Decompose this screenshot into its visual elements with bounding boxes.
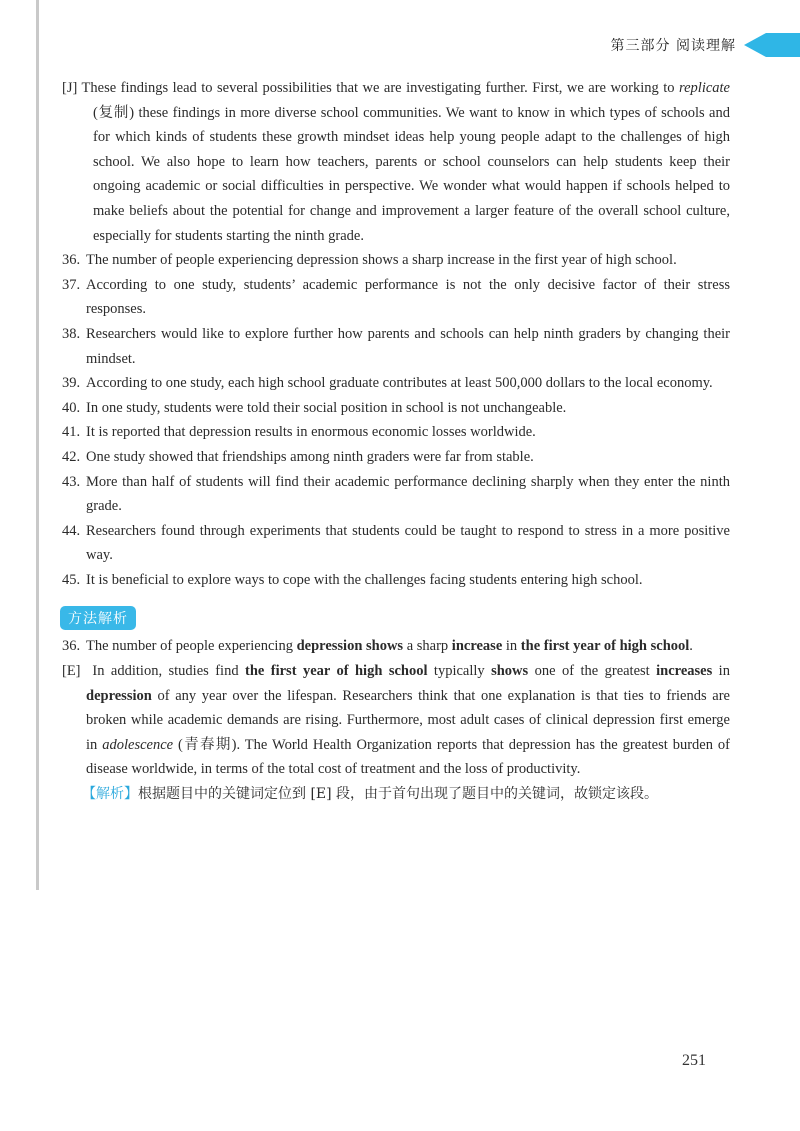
paragraph-text: (复制) these findings in more diverse school communities. We want to know in which types of schools and for which kinds of students these growth mindset ideas help young people adapt to the challenges of high school. We also hope to learn how teachers, parents or school counselors can help students keep their ongoing academic or social difficulties in perspective. We wonder what would happen if schools helped to make beliefs about the potential for change and improvement a larger feature of the overall school culture, especially for students starting the ninth grade. [93, 104, 730, 244]
paragraph-label: [J] [62, 80, 78, 96]
question-item [62, 371, 730, 396]
keyword: depression [86, 687, 152, 704]
paragraph-text: of any year over the lifespan. Researchers think that one explanation is that ties to friends are broken while academic demands are rising. Furthermore, most adult cases of clinical depression first emerge in [86, 687, 730, 753]
method-question-36 [62, 634, 730, 659]
question-item [62, 470, 730, 519]
question-number: 41. [62, 424, 81, 441]
method-paragraph-e [62, 659, 730, 782]
question-item [62, 519, 730, 568]
question-text: The number of people experiencing [86, 638, 297, 655]
question-item [62, 322, 730, 371]
question-text: Researchers found through experiments that students could be taught to respond to stress in a more positive way. [86, 522, 730, 564]
question-item [62, 445, 730, 470]
keyword: increase [451, 638, 503, 655]
question-text: The number of people experiencing depression shows a sharp increase in the first year of high school. [86, 252, 677, 269]
question-text: It is beneficial to explore ways to cope with the challenges facing students entering high school. [86, 571, 643, 588]
question-item [62, 248, 730, 273]
method-analysis-tag: 方法解析 [60, 606, 136, 630]
page-content [62, 76, 730, 807]
keyword: the first year of high school [245, 663, 428, 680]
question-number: 45. [62, 571, 81, 588]
passage-paragraph-j [62, 76, 730, 248]
question-text: More than half of students will find their academic performance declining sharply when they enter the ninth grade. [86, 473, 730, 515]
margin-line [36, 0, 39, 890]
question-text: According to one study, students’ academic performance is not the only decisive factor of their stress responses. [86, 276, 730, 318]
question-text: . [689, 638, 693, 655]
paragraph-text: typically [427, 663, 492, 680]
question-text: It is reported that depression results in enormous economic losses worldwide. [86, 424, 536, 441]
italic-term: replicate [679, 80, 730, 96]
keyword: shows [491, 663, 529, 680]
italic-term: adolescence [102, 736, 174, 753]
question-text: Researchers would like to explore further how parents and schools can help ninth graders by changing their mindset. [86, 325, 730, 367]
keyword: increases [656, 663, 713, 680]
paragraph-text: In addition, studies find [86, 663, 245, 680]
paragraph-text: These findings lead to several possibilities that we are investigating further. First, we are working to [77, 80, 679, 96]
question-text: In one study, students were told their social position in school is not unchangeable. [86, 399, 567, 416]
question-number: 44. [62, 522, 81, 539]
question-item [62, 273, 730, 322]
question-number: 43. [62, 473, 81, 490]
question-number: 37. [62, 276, 81, 293]
analysis-tag: 【解析】 [82, 786, 138, 803]
analysis-note [60, 782, 730, 807]
paragraph-text: (青春期). The World Health Organization reports that depression has the greatest burden of disease worldwide, in terms of the total cost of treatment and the loss of productivity. [86, 736, 730, 778]
question-number: 40. [62, 399, 81, 416]
question-number: 38. [62, 325, 81, 342]
section-header [611, 30, 800, 60]
header-tab [766, 33, 800, 57]
question-number: 42. [62, 448, 81, 465]
question-item [62, 396, 730, 421]
question-text: According to one study, each high school graduate contributes at least 500,000 dollars to the local economy. [86, 375, 713, 392]
page-number: 251 [682, 1052, 706, 1069]
paragraph-text: one of the greatest [528, 663, 657, 680]
section-title: 第三部分 阅读理解 [610, 38, 736, 54]
question-text: One study showed that friendships among ninth graders were far from stable. [86, 448, 534, 465]
question-number: 36. [62, 252, 81, 269]
question-number: 36. [62, 638, 81, 655]
question-item [62, 568, 730, 593]
paragraph-text: in [712, 663, 730, 680]
keyword: the first year of high school [520, 638, 690, 655]
analysis-text: 根据题目中的关键词定位到 [E] 段，由于首句出现了题目中的关键词，故锁定该段。 [138, 786, 659, 803]
keyword: depression shows [296, 638, 404, 655]
question-list [62, 248, 730, 592]
paragraph-label: [E] [62, 663, 81, 680]
question-text: in [502, 638, 521, 655]
question-item [62, 420, 730, 445]
question-text: a sharp [403, 638, 452, 655]
question-number: 39. [62, 375, 81, 392]
header-arrow-icon [744, 33, 766, 57]
